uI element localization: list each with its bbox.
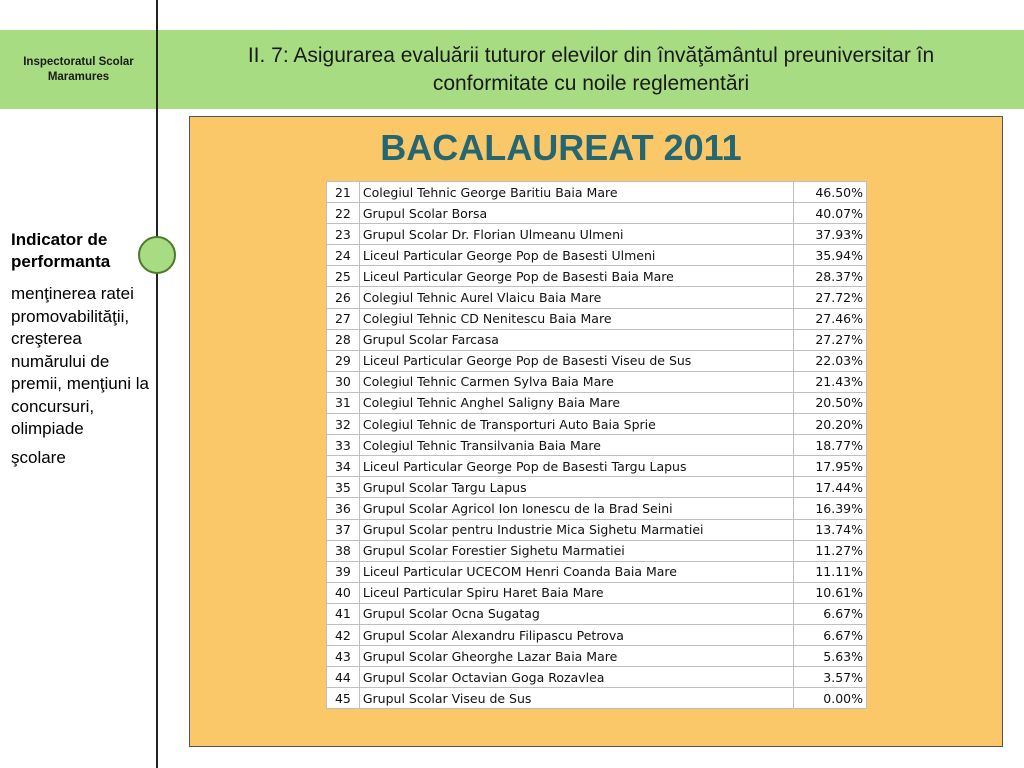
school-cell: Colegiul Tehnic Anghel Saligny Baia Mare [359, 392, 793, 413]
table-row [327, 582, 867, 603]
percent-cell: 35.94% [794, 245, 867, 266]
percent-cell: 27.46% [794, 308, 867, 329]
school-cell: Grupul Scolar Octavian Goga Rozavlea [359, 667, 793, 688]
school-cell: Liceul Particular Spiru Haret Baia Mare [359, 582, 793, 603]
school-cell: Colegiul Tehnic Aurel Vlaicu Baia Mare [359, 287, 793, 308]
percent-cell: 28.37% [794, 266, 867, 287]
school-cell: Grupul Scolar Alexandru Filipascu Petrova [359, 624, 793, 645]
rank-cell: 30 [327, 371, 360, 392]
school-cell: Colegiul Tehnic Carmen Sylva Baia Mare [359, 371, 793, 392]
school-cell: Liceul Particular George Pop de Basesti Targu Lapus [359, 456, 793, 477]
percent-cell: 40.07% [794, 203, 867, 224]
school-cell: Colegiul Tehnic Transilvania Baia Mare [359, 435, 793, 456]
rank-cell: 42 [327, 624, 360, 645]
percent-cell: 6.67% [794, 603, 867, 624]
rank-cell: 40 [327, 582, 360, 603]
table-row [327, 646, 867, 667]
school-cell: Grupul Scolar Viseu de Sus [359, 688, 793, 709]
table-row [327, 350, 867, 371]
percent-cell: 20.50% [794, 392, 867, 413]
school-cell: Grupul Scolar Targu Lapus [359, 477, 793, 498]
table-row [327, 224, 867, 245]
table-row [327, 688, 867, 709]
percent-cell: 0.00% [794, 688, 867, 709]
school-cell: Grupul Scolar Gheorghe Lazar Baia Mare [359, 646, 793, 667]
slide-title: II. 7: Asigurarea evaluării tuturor elevilor din învăţământul preuniversitar în conformitate cu noile reglementări [247, 43, 935, 95]
table-row [327, 603, 867, 624]
rank-cell: 38 [327, 540, 360, 561]
table-row [327, 266, 867, 287]
percent-cell: 5.63% [794, 646, 867, 667]
rank-cell: 24 [327, 245, 360, 266]
percent-cell: 16.39% [794, 498, 867, 519]
rank-cell: 25 [327, 266, 360, 287]
school-cell: Liceul Particular UCECOM Henri Coanda Baia Mare [359, 561, 793, 582]
percent-cell: 46.50% [794, 182, 867, 203]
school-cell: Colegiul Tehnic CD Nenitescu Baia Mare [359, 308, 793, 329]
rank-cell: 21 [327, 182, 360, 203]
rank-cell: 31 [327, 392, 360, 413]
school-cell: Colegiul Tehnic George Baritiu Baia Mare [359, 182, 793, 203]
school-cell: Grupul Scolar pentru Industrie Mica Sighetu Marmatiei [359, 519, 793, 540]
panel-title: BACALAUREAT 2011 [380, 127, 742, 168]
indicator-description: menţinerea ratei promovabilităţii, creşterea numărului de premii, menţiuni la concursuri, olimpiade [11, 284, 149, 438]
rank-cell: 36 [327, 498, 360, 519]
org-name: Inspectoratul Scolar Maramures [23, 55, 134, 83]
rank-cell: 28 [327, 329, 360, 350]
table-row [327, 182, 867, 203]
rank-cell: 43 [327, 646, 360, 667]
percent-cell: 13.74% [794, 519, 867, 540]
percent-cell: 10.61% [794, 582, 867, 603]
results-panel [189, 116, 1003, 747]
table-row [327, 456, 867, 477]
rank-cell: 27 [327, 308, 360, 329]
rank-cell: 39 [327, 561, 360, 582]
rank-cell: 37 [327, 519, 360, 540]
table-row [327, 203, 867, 224]
rank-cell: 41 [327, 603, 360, 624]
table-row [327, 414, 867, 435]
school-cell: Grupul Scolar Borsa [359, 203, 793, 224]
percent-cell: 27.27% [794, 329, 867, 350]
percent-cell: 17.44% [794, 477, 867, 498]
school-cell: Liceul Particular George Pop de Basesti Viseu de Sus [359, 350, 793, 371]
results-table [326, 181, 867, 709]
school-cell: Grupul Scolar Agricol Ion Ionescu de la Brad Seini [359, 498, 793, 519]
rank-cell: 34 [327, 456, 360, 477]
percent-cell: 20.20% [794, 414, 867, 435]
table-row [327, 498, 867, 519]
rank-cell: 45 [327, 688, 360, 709]
table-row [327, 624, 867, 645]
table-row [327, 477, 867, 498]
percent-cell: 18.77% [794, 435, 867, 456]
school-cell: Grupul Scolar Farcasa [359, 329, 793, 350]
percent-cell: 22.03% [794, 350, 867, 371]
table-row [327, 371, 867, 392]
percent-cell: 11.27% [794, 540, 867, 561]
rank-cell: 23 [327, 224, 360, 245]
table-row [327, 329, 867, 350]
percent-cell: 37.93% [794, 224, 867, 245]
percent-cell: 21.43% [794, 371, 867, 392]
table-row [327, 540, 867, 561]
school-cell: Liceul Particular George Pop de Basesti Ulmeni [359, 245, 793, 266]
percent-cell: 6.67% [794, 624, 867, 645]
table-row [327, 435, 867, 456]
indicator-heading: Indicator de performanta [11, 230, 111, 271]
percent-cell: 17.95% [794, 456, 867, 477]
school-cell: Grupul Scolar Forestier Sighetu Marmatiei [359, 540, 793, 561]
rank-cell: 35 [327, 477, 360, 498]
rank-cell: 26 [327, 287, 360, 308]
school-cell: Grupul Scolar Ocna Sugatag [359, 603, 793, 624]
school-cell: Liceul Particular George Pop de Basesti Baia Mare [359, 266, 793, 287]
rank-cell: 29 [327, 350, 360, 371]
percent-cell: 11.11% [794, 561, 867, 582]
indicator-last-word: şcolare [11, 447, 66, 467]
rank-cell: 32 [327, 414, 360, 435]
rank-cell: 22 [327, 203, 360, 224]
rank-cell: 44 [327, 667, 360, 688]
table-row [327, 392, 867, 413]
table-row [327, 245, 867, 266]
org-header [0, 30, 157, 109]
table-row [327, 561, 867, 582]
table-row [327, 308, 867, 329]
school-cell: Colegiul Tehnic de Transporturi Auto Baia Sprie [359, 414, 793, 435]
table-row [327, 667, 867, 688]
school-cell: Grupul Scolar Dr. Florian Ulmeanu Ulmeni [359, 224, 793, 245]
table-row [327, 287, 867, 308]
percent-cell: 27.72% [794, 287, 867, 308]
indicator-section [11, 229, 161, 469]
rank-cell: 33 [327, 435, 360, 456]
table-row [327, 519, 867, 540]
results-table-wrap [326, 181, 867, 709]
percent-cell: 3.57% [794, 667, 867, 688]
title-header [158, 30, 1024, 109]
